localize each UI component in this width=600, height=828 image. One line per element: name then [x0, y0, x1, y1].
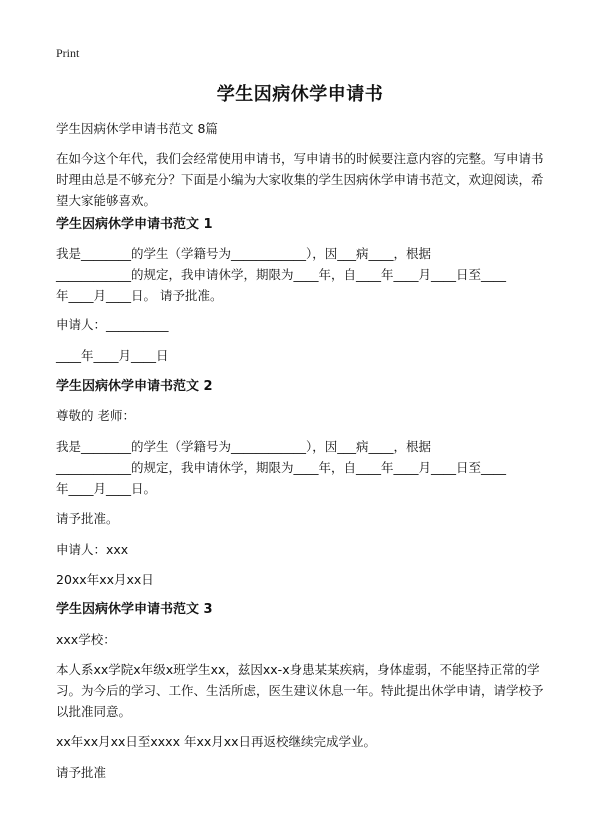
- section-2-heading: 学生因病休学申请书范文 2: [56, 379, 213, 394]
- section-1-heading: 学生因病休学申请书范文 1: [56, 217, 213, 232]
- print-label[interactable]: Print: [56, 46, 80, 60]
- section-1-body-line: 我是________的学生（学籍号为____________），因___病____，根据: [56, 246, 432, 261]
- section-2-body: [56, 436, 554, 499]
- section-2-request: 请予批准。: [56, 511, 119, 526]
- section-2-body-line: ____________的规定，我申请休学，期限为____年，自____年____月____日至____: [56, 460, 507, 475]
- subtitle: 学生因病休学申请书范文 8篇: [56, 121, 218, 136]
- section-2-body-line: 我是________的学生（学籍号为____________），因___病____，根据: [56, 439, 432, 454]
- section-2-date: 20xx年xx月xx日: [56, 572, 154, 587]
- section-2-body-line: 年____月____日。: [56, 481, 157, 496]
- section-3-body: 本人系xx学院x年级x班学生xx，兹因xx-x身患某某疾病，身体虚弱，不能坚持正常的学习。为今后的学习、工作、生活所虑，医生建议休息一年。特此提出休学申请，请学校予以批准同意。: [56, 662, 544, 719]
- section-3-resume: xx年xx月xx日至xxxx 年xx月xx日再返校继续完成学业。: [56, 734, 377, 749]
- section-2-salutation: 尊敬的 老师：: [56, 408, 135, 423]
- section-3-request: 请予批准: [56, 765, 107, 780]
- intro-paragraph: 在如今这个年代，我们会经常使用申请书，写申请书的时候要注意内容的完整。写申请书时理由总是不够充分？下面是小编为大家收集的学生因病休学申请书范文，欢迎阅读，希望大家能够喜欢。: [56, 151, 544, 208]
- section-1-date: ____年____月____日: [56, 348, 169, 363]
- section-1-body-line: ____________的规定，我申请休学，期限为____年，自____年____月____日至____: [56, 267, 507, 282]
- section-1-body-line: 年____月____日。 请予批准。: [56, 288, 223, 303]
- section-1-applicant: 申请人：__________: [56, 317, 169, 332]
- section-1-body: [56, 243, 554, 306]
- document-title: 学生因病休学申请书: [216, 84, 384, 105]
- section-3-heading: 学生因病休学申请书范文 3: [56, 602, 213, 617]
- section-2-applicant: 申请人：xxx: [56, 542, 129, 557]
- section-3-salutation: xxx学校：: [56, 632, 116, 647]
